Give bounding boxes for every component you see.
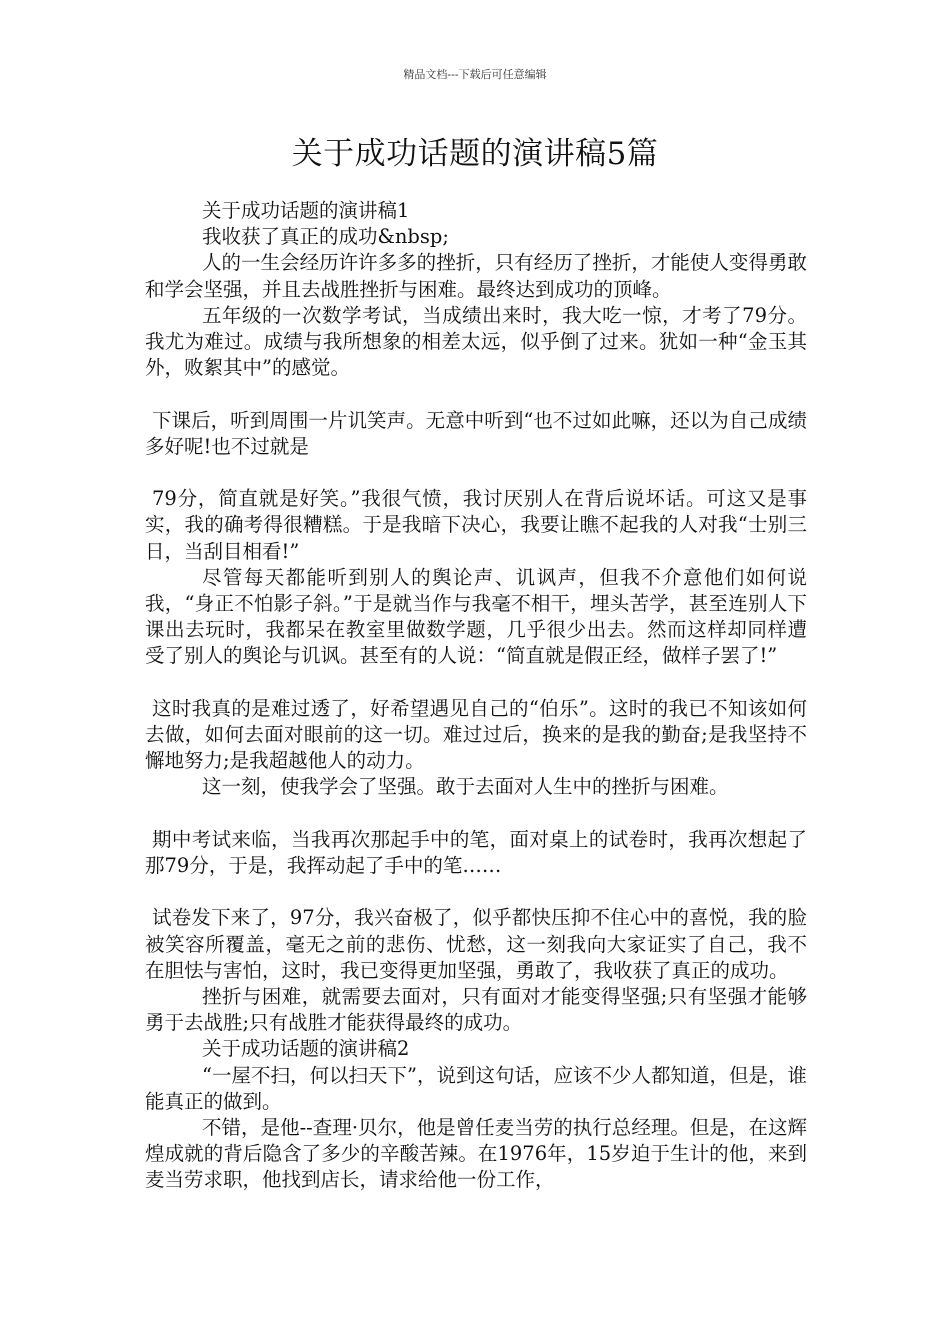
document-body bbox=[145, 198, 807, 1194]
paragraph: 尽管每天都能听到别人的舆论声、讥讽声，但我不介意他们如何说我，“身正不怕影子斜。”于是就当作与我毫不相干，埋头苦学，甚至连别人下课出去玩时，我都呆在教室里做数学题，几乎很少出去。然而这样却同样遭受了别人的舆论与讥讽。甚至有的人说：“简直就是假正经，做样子罢了!” bbox=[145, 565, 807, 668]
section-heading-2: 关于成功话题的演讲稿2 bbox=[202, 1037, 410, 1061]
paragraph: 下课后，听到周围一片讥笑声。无意中听到“也不过如此嘛，还以为自己成绩多好呢!也不过就是 bbox=[145, 408, 807, 458]
paragraph: 这一刻，使我学会了坚强。敢于去面对人生中的挫折与困难。 bbox=[202, 775, 729, 799]
paragraph: 人的一生会经历许许多多的挫折，只有经历了挫折，才能使人变得勇敢和学会坚强，并且去战胜挫折与困难。最终达到成功的顶峰。 bbox=[145, 251, 807, 301]
document-title: 关于成功话题的演讲稿5篇 bbox=[291, 136, 659, 172]
subtitle: 我收获了真正的成功&nbsp; bbox=[202, 225, 449, 249]
paragraph: 不错，是他--查理·贝尔，他是曾任麦当劳的执行总经理。但是，在这辉煌成就的背后隐含了多少的辛酸苦辣。在1976年，15岁迫于生计的他，来到麦当劳求职，他找到店长，请求给他一份工作， bbox=[145, 1116, 807, 1192]
paragraph: 79分，简直就是好笑。”我很气愤，我讨厌别人在背后说坏话。可这又是事实，我的确考得很糟糕。于是我暗下决心，我要让瞧不起我的人对我“士别三日，当刮目相看!” bbox=[145, 487, 807, 563]
paragraph: 期中考试来临，当我再次那起手中的笔，面对桌上的试卷时，我再次想起了那79分，于是，我挥动起了手中的笔…… bbox=[145, 827, 807, 878]
section-heading-1: 关于成功话题的演讲稿1 bbox=[202, 199, 410, 222]
paragraph: 挫折与困难，就需要去面对，只有面对才能变得坚强;只有坚强才能够勇于去战胜;只有战胜才能获得最终的成功。 bbox=[145, 985, 807, 1035]
paragraph: 五年级的一次数学考试，当成绩出来时，我大吃一惊，才考了79分。我尤为难过。成绩与我所想象的相差太远，似乎倒了过来。犹如一种“金玉其外，败絮其中”的感觉。 bbox=[145, 303, 807, 380]
paragraph: “一屋不扫，何以扫天下”，说到这句话，应该不少人都知道，但是，谁能真正的做到。 bbox=[145, 1063, 807, 1113]
paragraph: 试卷发下来了，97分，我兴奋极了，似乎都快压抑不住心中的喜悦，我的脸被笑容所覆盖，毫无之前的悲伤、忧愁，这一刻我向大家证实了自己，我不在胆怯与害怕，这时，我已变得更加坚强，勇敢了，我收获了真正的成功。 bbox=[145, 906, 807, 982]
paragraph: 这时我真的是难过透了，好希望遇见自己的“伯乐”。这时的我已不知该如何去做，如何去面对眼前的这一切。难过过后，换来的是我的勤奋;是我坚持不懈地努力;是我超越他人的动力。 bbox=[145, 696, 807, 773]
page-header: 精品文档---下载后可任意编辑 bbox=[403, 68, 547, 81]
